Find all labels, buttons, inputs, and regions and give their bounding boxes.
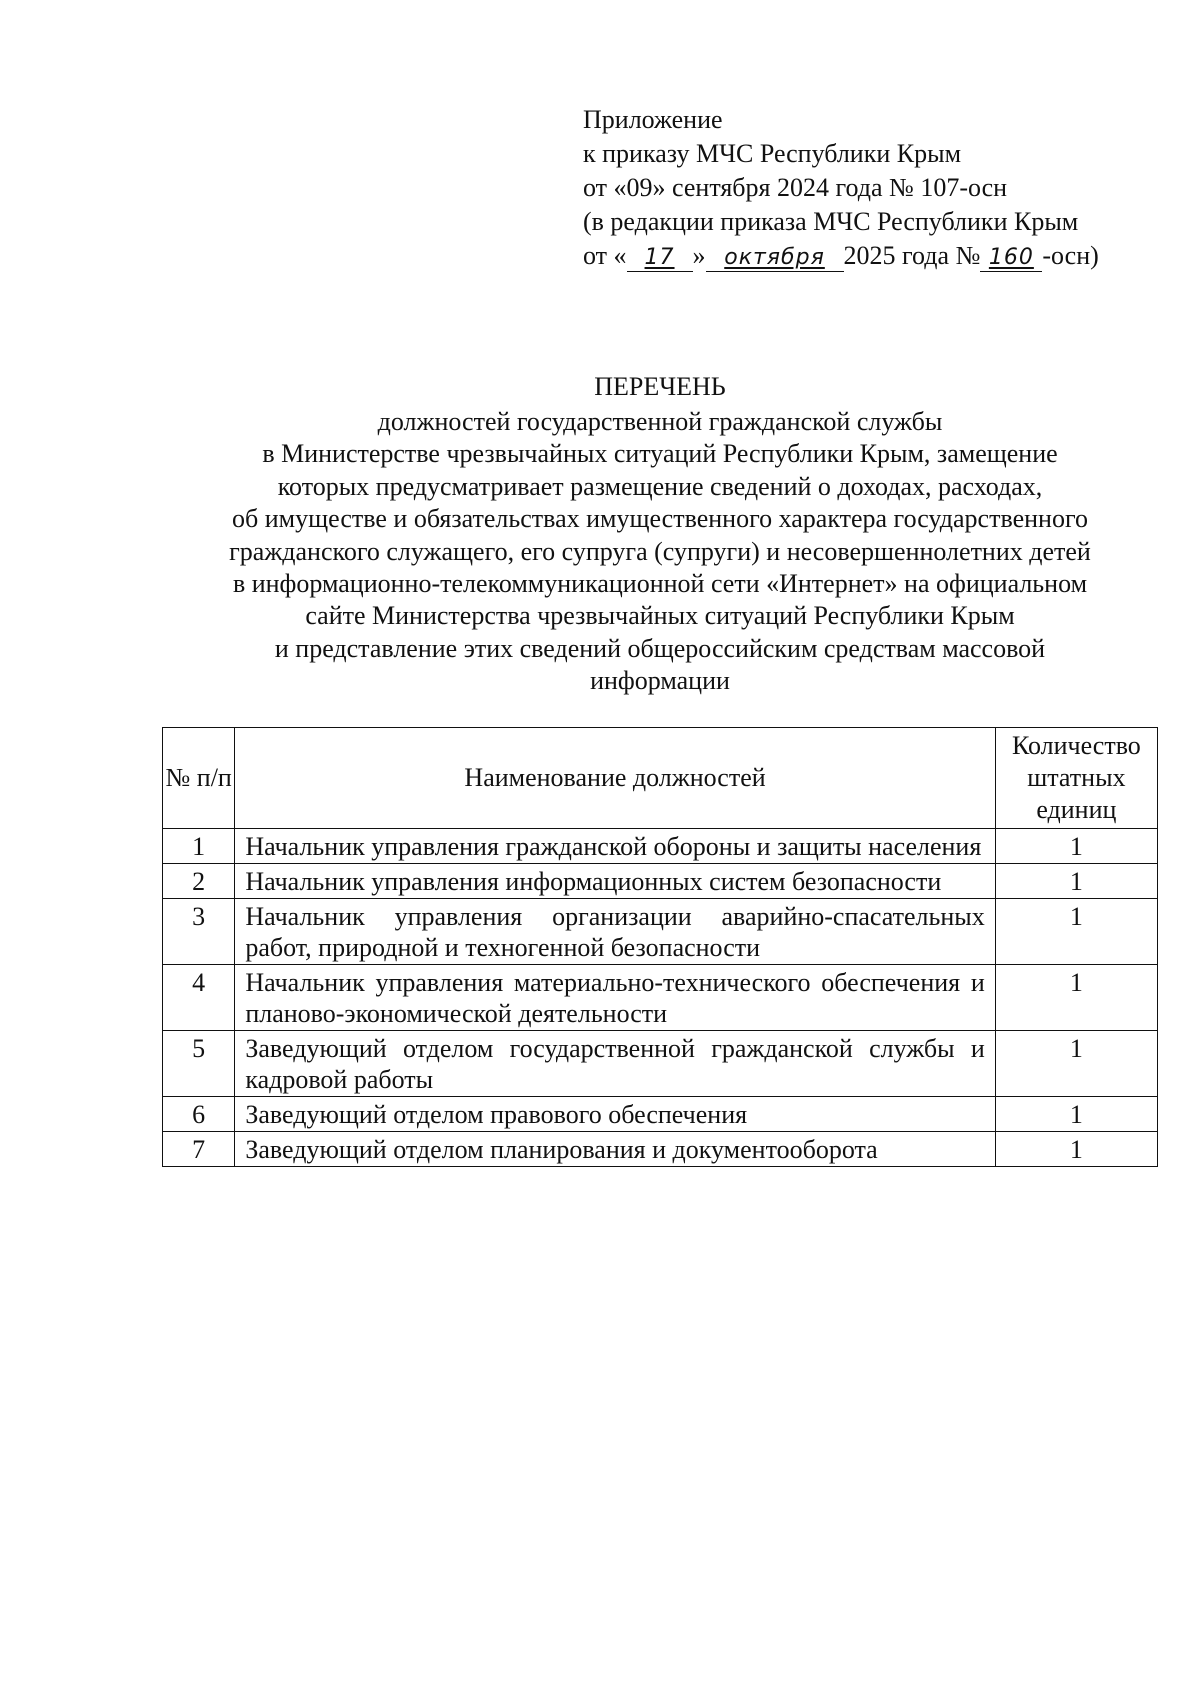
row-staff-count: 1 (995, 899, 1157, 965)
revision-month-handwritten: октября (724, 245, 825, 270)
revision-number-blank (980, 243, 1042, 272)
title-description (160, 406, 1160, 698)
row-staff-count: 1 (995, 1132, 1157, 1167)
row-position-name: Заведующий отделом планирования и документооборота (235, 1132, 995, 1167)
row-position-name: Заведующий отделом правового обеспечения (235, 1097, 995, 1132)
row-number: 6 (163, 1097, 235, 1132)
row-number: 1 (163, 829, 235, 864)
row-position-name: Начальник управления информационных систем безопасности (235, 864, 995, 899)
row-number: 3 (163, 899, 235, 965)
table-row (163, 1097, 1158, 1132)
title-line: которых предусматривает размещение сведений о доходах, расходах, (277, 471, 1043, 501)
appendix-order-ref: к приказу МЧС Республики Крым (583, 139, 962, 168)
revision-day-handwritten: 17 (644, 245, 675, 270)
title-line: должностей государственной гражданской службы (377, 407, 943, 436)
row-position-name: Заведующий отделом государственной гражданской службы и кадровой работы (235, 1031, 995, 1097)
row-number: 2 (163, 864, 235, 899)
header-staff-count: Количество штатных единиц (995, 728, 1157, 829)
positions-table (162, 727, 1158, 1167)
title-line: в информационно-телекоммуникационной сети «Интернет» на официальном (232, 569, 1088, 599)
table-row (163, 899, 1158, 965)
table-row (163, 1031, 1158, 1097)
row-position-name: Начальник управления гражданской обороны и защиты населения (235, 829, 995, 864)
header-position-name: Наименование должностей (235, 728, 995, 829)
title-line: сайте Министерства чрезвычайных ситуаций Республики Крым (305, 601, 1015, 631)
revision-month-blank (706, 243, 844, 272)
title-line: гражданского служащего, его супруга (супруги) и несовершеннолетних детей (229, 536, 1091, 566)
row-position-name: Начальник управления организации аварийно-спасательных работ, природной и техногенной безопасности (235, 899, 995, 965)
row-number: 7 (163, 1132, 235, 1167)
title-line: об имуществе и обязательствах имущественного характера государственного (232, 504, 1088, 534)
row-staff-count: 1 (995, 1031, 1157, 1097)
revision-day-blank (627, 243, 693, 272)
table-row (163, 965, 1158, 1031)
revision-year: 2025 года № (843, 241, 981, 270)
table-row (163, 864, 1158, 899)
row-number: 5 (163, 1031, 235, 1097)
header-number: № п/п (163, 728, 235, 829)
row-number: 4 (163, 965, 235, 1031)
table-header-row (163, 728, 1158, 829)
appendix-order-date: от «09» сентября 2024 года № 107-осн (583, 173, 1008, 202)
title-heading: ПЕРЕЧЕНЬ (594, 372, 726, 401)
title-line: в Министерстве чрезвычайных ситуаций Республики Крым, замещение (262, 439, 1058, 469)
row-staff-count: 1 (995, 1097, 1157, 1132)
title-line: и представление этих сведений общероссийским средствам массовой (274, 633, 1046, 663)
revision-date-quote: » (692, 241, 706, 270)
table-row (163, 1132, 1158, 1167)
table-row (163, 829, 1158, 864)
row-staff-count: 1 (995, 864, 1157, 899)
document-title (160, 370, 1160, 698)
row-position-name: Начальник управления материально-технического обеспечения и планово-экономической деятельности (235, 965, 995, 1031)
appendix-header (583, 103, 1143, 273)
title-line: информации (590, 666, 730, 696)
appendix-revision-ref: (в редакции приказа МЧС Республики Крым (583, 207, 1079, 236)
row-staff-count: 1 (995, 965, 1157, 1031)
revision-date-prefix: от « (583, 241, 627, 270)
revision-number-handwritten: 160 (988, 245, 1034, 270)
appendix-revision-date (583, 239, 1143, 273)
revision-number-suffix: -осн) (1042, 241, 1099, 270)
row-staff-count: 1 (995, 829, 1157, 864)
appendix-title: Приложение (583, 105, 723, 134)
